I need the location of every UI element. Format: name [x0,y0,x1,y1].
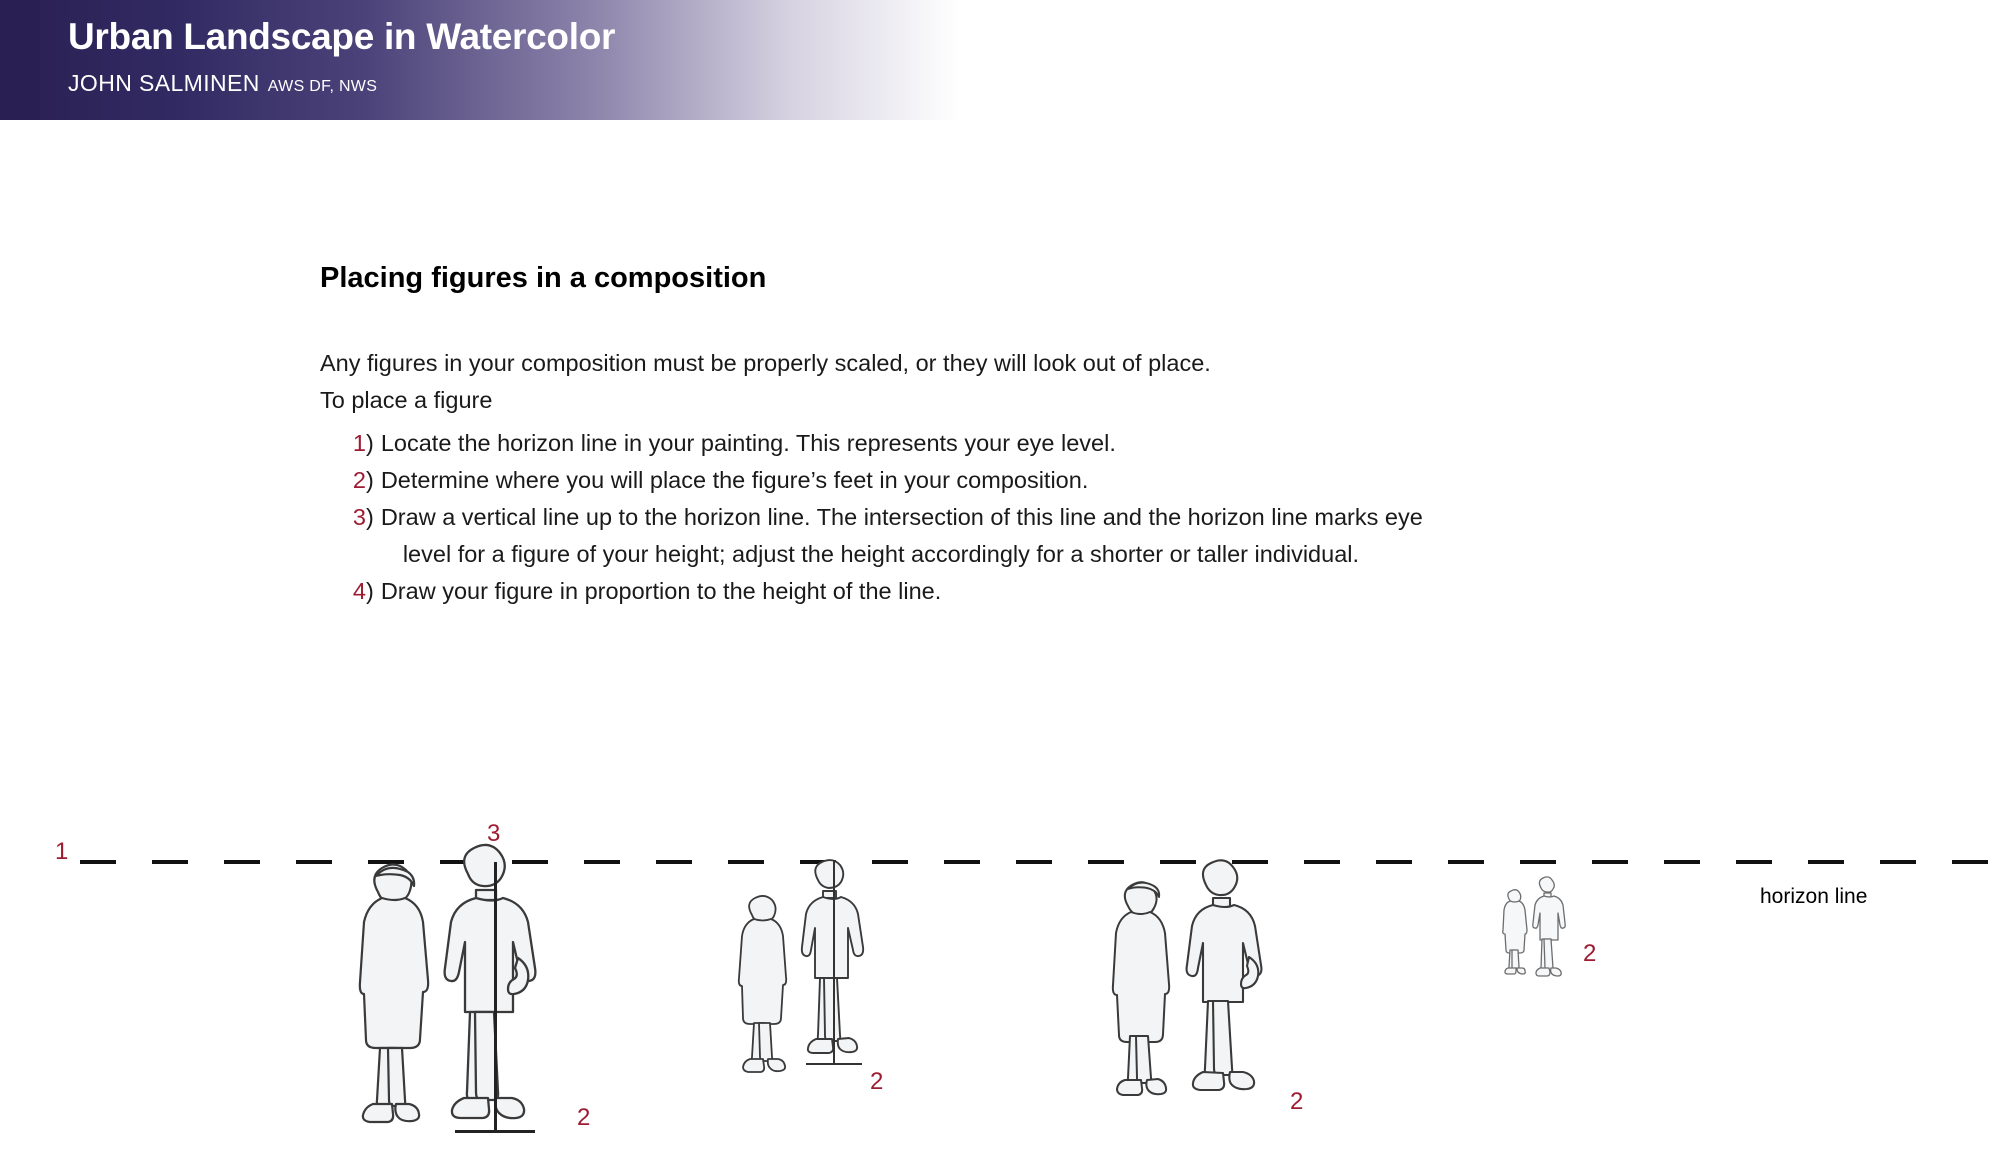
figure-group-midground [1098,878,1190,1098]
figure-placement-diagram [0,780,2000,1165]
pole-construction-line [833,860,835,1065]
section-title: Placing figures in a composition [320,262,767,294]
steps-list [352,425,1423,610]
foot-marker-3: 2 [1290,1088,1304,1115]
step-text: Locate the horizon line in your painting. This represents your eye level. [380,430,1116,456]
foot-marker-2: 2 [870,1068,884,1095]
intro-paragraph [320,345,1211,419]
step-paren: ) [366,578,374,604]
intro-line-1: Any figures in your composition must be properly scaled, or they will look out of place. [320,350,1211,376]
foot-marker-1: 2 [577,1104,591,1131]
figure-group-foreground [340,862,450,1132]
figure-man-silhouette-wrapper [1170,857,1274,1101]
step-number: 4 [352,578,366,604]
figure-group-midground-pole [728,893,800,1073]
figure-man-silhouette [1528,876,1568,980]
intro-line-2: To place a figure [320,387,493,413]
author-row [68,70,377,97]
step-text-main: Draw a vertical line up to the horizon line. The intersection of this line and the horizon line marks eye [380,504,1423,530]
author-credentials: AWS DF, NWS [267,78,378,95]
figure-man-with-pole-wrapper [790,858,872,1068]
step-paren: ) [366,504,374,530]
marker-1-label: 1 [55,838,69,865]
figure-woman-silhouette [1498,888,1532,976]
foot-marker-4: 2 [1583,940,1597,967]
page-title: Urban Landscape in Watercolor [68,16,616,57]
step-text: Draw your figure in proportion to the height of the line. [380,578,942,604]
step-paren: ) [366,467,374,493]
step-number: 2 [352,467,366,493]
step-text-continuation: level for a figure of your height; adjust the height accordingly for a shorter or taller individual. [402,541,1360,567]
figure-group-background [1498,888,1532,976]
step-number: 3 [352,504,366,530]
author-name: JOHN SALMINEN [68,70,260,96]
list-item [352,462,1423,499]
figure-man-silhouette [1170,857,1274,1101]
step-paren: ) [366,430,374,456]
vertical-construction-line [494,862,497,1132]
horizon-line-label: horizon line [1760,885,1868,908]
header-accent-block [0,0,40,120]
ground-line-midground-pole [806,1063,862,1065]
list-item [352,425,1423,462]
figure-man-silhouette [424,842,548,1134]
step-text: Determine where you will place the figure’s feet in your composition. [380,467,1089,493]
header-banner [0,0,960,120]
figure-man-silhouette-wrapper [424,842,548,1134]
step-text [381,499,1423,573]
figure-man-silhouette [790,858,872,1068]
list-item [352,573,1423,610]
marker-3-label: 3 [487,820,501,847]
figure-man-silhouette-wrapper [1528,876,1568,980]
step-number: 1 [352,430,366,456]
list-item [352,499,1423,573]
ground-line-foreground [455,1130,535,1133]
